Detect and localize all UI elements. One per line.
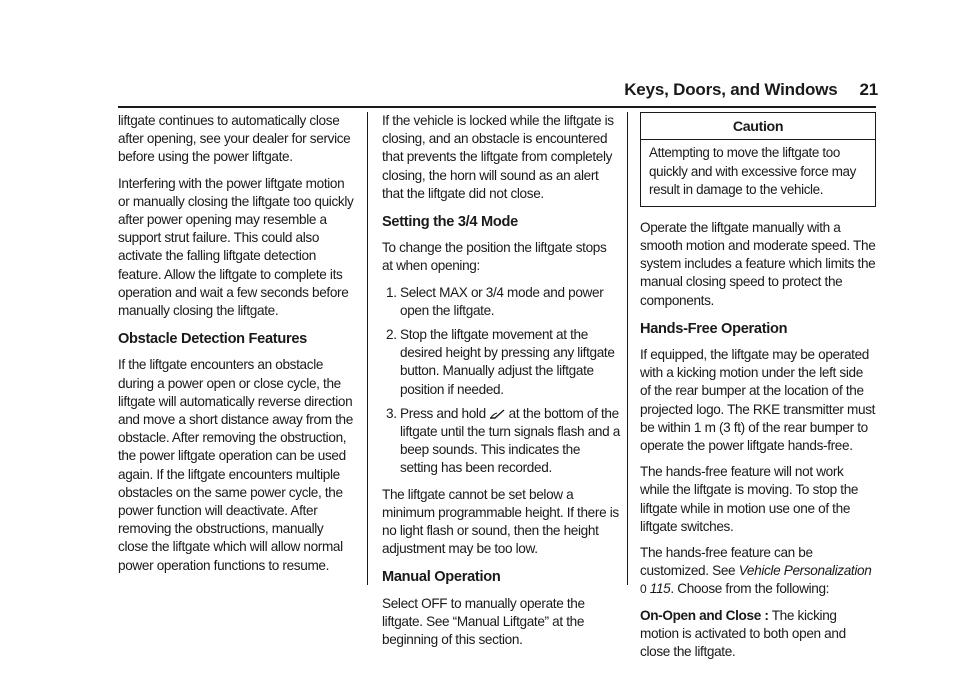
caution-body: Attempting to move the liftgate too quickly and with excessive force may result in damage to the vehicle.: [649, 145, 856, 198]
step-number: 2.: [386, 327, 397, 343]
step-text: Stop the liftgate movement at the desired height by pressing any liftgate button. Manually adjust the liftgate position if needed.: [400, 327, 615, 397]
paragraph: liftgate continues to automatically close after opening, see your dealer for service before using the power liftgate.: [118, 113, 351, 165]
paragraph: To change the position the liftgate stops at when opening:: [382, 240, 607, 274]
column-middle: [382, 112, 620, 657]
column-divider: [627, 112, 628, 585]
paragraph: [640, 607, 876, 662]
column-right: [640, 112, 876, 669]
step-text: Select MAX or 3/4 mode and power open the liftgate.: [400, 284, 604, 318]
section-heading: Manual Operation: [382, 569, 501, 586]
step-number: 3.: [386, 405, 397, 421]
section-heading: Setting the 3/4 Mode: [382, 214, 518, 231]
caution-title: Caution: [641, 113, 875, 140]
text-run: The hands-free feature can be customized. See: [640, 544, 813, 579]
option-label: On-Open and Close :: [640, 607, 769, 623]
option-text: The kicking motion is activated to both open and close the liftgate.: [640, 607, 846, 659]
steps-list: [382, 284, 620, 478]
section-heading: Hands-Free Operation: [640, 320, 788, 337]
section-title: Keys, Doors, and Windows: [624, 80, 838, 99]
paragraph: The hands-free feature will not work while the liftgate is moving. To stop the liftgate while in motion use one of the liftgate switches.: [640, 464, 859, 534]
column-left: [118, 112, 354, 583]
header-rule: [118, 106, 876, 108]
paragraph: Operate the liftgate manually with a smooth motion and moderate speed. The system includes a feature which limits the manual closing speed to protect the components.: [640, 219, 876, 308]
text-run: . Choose from the following:: [670, 581, 830, 597]
list-item: [382, 326, 620, 399]
page-reference[interactable]: 115: [649, 581, 671, 597]
paragraph: If equipped, the liftgate may be operated with a kicking motion under the left side of the rear bumper at the location of the projected logo. The RKE transmitter must be within 1 m (3 ft) of the rear bumper to operate the power liftgate hands-free.: [640, 346, 876, 453]
page-reference-icon: 0: [640, 582, 647, 597]
paragraph: If the vehicle is locked while the liftgate is closing, and an obstacle is encountered that prevents the liftgate from completely closing, the horn will sound as an alert that the liftgate did not close.: [382, 113, 614, 201]
liftgate-icon: [489, 408, 505, 420]
column-divider: [367, 112, 368, 585]
paragraph: The liftgate cannot be set below a minimum programmable height. If there is no light flash or sound, then the height adjustment may be too low.: [382, 486, 619, 557]
paragraph: If the liftgate encounters an obstacle during a power open or close cycle, the liftgate will automatically reverse direction and move a short distance away from the obstacle. After removing the obstruction, the power liftgate operation can be used again. If the liftgate encounters multiple obstacles on the same power cycle, the power function will deactivate. After removing the obstructions, manually close the liftgate which will allow normal power operation functions to resume.: [118, 357, 353, 573]
page-number: 21: [859, 80, 878, 99]
step-text: at the bottom of the liftgate until the turn signals flash and a beep sounds. This indicates the setting has been recorded.: [400, 405, 620, 476]
list-item: [382, 405, 620, 478]
page-header: [624, 80, 878, 100]
paragraph: [640, 544, 876, 599]
list-item: [382, 284, 620, 320]
step-number: 1.: [386, 284, 397, 300]
paragraph: Interfering with the power liftgate motion or manually closing the liftgate too quickly after power opening may resemble a support strut failure. This could also activate the falling liftgate detection feature. Allow the liftgate to complete its operation and wait a few seconds before manually closing the liftgate.: [118, 175, 354, 319]
caution-box: [640, 112, 876, 207]
section-heading: Obstacle Detection Features: [118, 331, 307, 348]
paragraph: Select OFF to manually operate the liftgate. See “Manual Liftgate” at the beginning of this section.: [382, 595, 585, 648]
step-text: Press and hold: [400, 405, 486, 421]
cross-reference-link[interactable]: Vehicle Personalization: [738, 563, 872, 579]
